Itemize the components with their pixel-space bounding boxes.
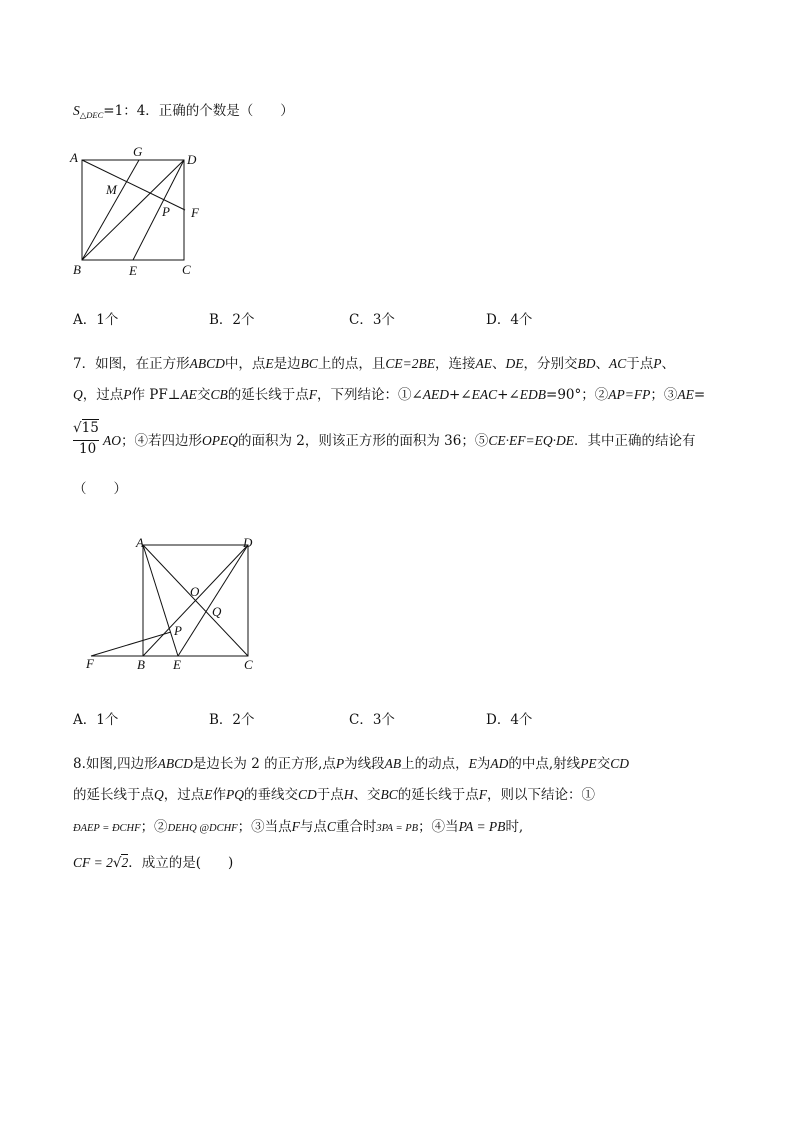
q8-var: AD bbox=[490, 756, 509, 771]
q8-var: P bbox=[335, 756, 345, 771]
q7-option-b[interactable]: B．2个 bbox=[209, 712, 255, 728]
q8-line-4 bbox=[73, 853, 233, 873]
q8-line-3 bbox=[73, 817, 523, 839]
q7-var: F bbox=[308, 387, 317, 402]
q6-lead-rest: =1：4．正确的个数是（ ） bbox=[103, 103, 294, 119]
q8-text: ；④当 bbox=[418, 819, 459, 835]
q8-text: 作 bbox=[212, 787, 226, 803]
q8-var: ABCD bbox=[157, 756, 193, 771]
q7-option-a[interactable]: A．1个 bbox=[73, 712, 119, 728]
q7-text: ，连接 bbox=[434, 356, 476, 372]
q6-label-M: M bbox=[106, 182, 117, 197]
q8-var: F bbox=[291, 819, 300, 834]
q6-option-c[interactable]: C．3个 bbox=[349, 312, 395, 328]
q8-var: BC bbox=[380, 787, 398, 802]
q8-text: 于点 bbox=[316, 787, 344, 803]
q6-option-d[interactable]: D．4个 bbox=[486, 312, 533, 328]
q7-var: AE bbox=[677, 387, 694, 402]
q7-var: BC bbox=[300, 356, 318, 371]
q7-var: EDB bbox=[519, 387, 547, 402]
q8-var: PE bbox=[580, 756, 597, 771]
q6-options bbox=[73, 308, 673, 328]
q7-text: 的延长线于点 bbox=[227, 387, 309, 403]
q7-label-Q: Q bbox=[212, 604, 222, 619]
area-symbol: S bbox=[73, 103, 80, 118]
q8-var: E bbox=[468, 756, 477, 771]
q7-var: EAC bbox=[471, 387, 498, 402]
q7-label-P: P bbox=[174, 623, 182, 638]
q7-text: 中，点 bbox=[224, 356, 266, 372]
q8-text: 是边长为 2 的正方形,点 bbox=[192, 756, 336, 772]
q8-var: CD bbox=[610, 756, 629, 771]
q8-text: 的延长线于点 bbox=[73, 787, 154, 803]
q7-var: AP=FP bbox=[608, 387, 651, 402]
sqrt-radicand: 2 bbox=[121, 855, 129, 870]
q7-text: 是边 bbox=[273, 356, 301, 372]
q7-text: 、 bbox=[661, 356, 675, 372]
q7-text: 作 PF⊥ bbox=[131, 387, 181, 403]
q7-var: BD bbox=[577, 356, 596, 371]
q7-var: AED bbox=[422, 387, 450, 402]
q8-var: AB bbox=[384, 756, 402, 771]
q7-var: E bbox=[265, 356, 274, 371]
q7-var: ABCD bbox=[189, 356, 225, 371]
q7-text: +∠ bbox=[449, 387, 472, 403]
q7-text: ．其中正确的结论有 bbox=[573, 433, 696, 449]
q6-label-E: E bbox=[129, 263, 137, 278]
q7-text: ；④若四边形 bbox=[121, 433, 202, 449]
q6-label-C: C bbox=[182, 262, 191, 277]
q7-var: CB bbox=[210, 387, 228, 402]
q7-line-3 bbox=[103, 431, 695, 451]
q7-text: 、 bbox=[491, 356, 506, 372]
q7-text: ；③ bbox=[650, 387, 678, 403]
q7-text: ，过点 bbox=[82, 387, 124, 403]
q8-text: ；② bbox=[140, 819, 168, 835]
q7-label-A: A bbox=[136, 535, 144, 550]
q7-text: 的面积为 2，则该正方形的面积为 36；⑤ bbox=[238, 433, 489, 449]
q7-text: 交 bbox=[196, 387, 211, 403]
q8-formula: CF = 2 bbox=[73, 855, 113, 870]
q8-var: F bbox=[478, 787, 488, 802]
q7-var: P bbox=[653, 356, 662, 371]
q7-options bbox=[73, 708, 673, 728]
q7-text: ，下列结论：①∠ bbox=[316, 387, 423, 403]
q8-text: 重合时 bbox=[335, 819, 377, 835]
q7-figure-lines bbox=[91, 545, 248, 656]
q8-text: 与点 bbox=[299, 819, 327, 835]
q7-option-c[interactable]: C．3个 bbox=[349, 712, 395, 728]
q7-text: 上的点，且 bbox=[317, 356, 386, 372]
sqrt-icon: √ bbox=[112, 855, 122, 871]
q7-var: CE=2BE bbox=[385, 356, 435, 371]
q8-text: 的垂线交 bbox=[244, 787, 298, 803]
q6-label-P: P bbox=[162, 204, 170, 219]
q8-text: 的中点,射线 bbox=[508, 756, 581, 772]
q7-var: AC bbox=[608, 356, 627, 371]
q8-text: 时, bbox=[505, 819, 524, 835]
sqrt-icon: √ bbox=[73, 420, 82, 436]
q6-label-D: D bbox=[187, 152, 197, 167]
q7-var: OPEQ bbox=[202, 433, 238, 448]
q6-label-A: A bbox=[70, 150, 78, 165]
q7-option-d[interactable]: D．4个 bbox=[486, 712, 533, 728]
q8-formula: DEHQ @DCHF bbox=[167, 823, 238, 834]
q7-label-O: O bbox=[190, 584, 200, 599]
q7-text: 、 bbox=[595, 356, 609, 372]
q8-var: E bbox=[204, 787, 213, 802]
q8-line-1 bbox=[73, 754, 629, 774]
area-subscript: △DEC bbox=[79, 110, 104, 120]
q7-text: 7．如图，在正方形 bbox=[73, 356, 190, 372]
q8-text: 的延长线于点 bbox=[397, 787, 479, 803]
q7-line-2 bbox=[73, 385, 705, 405]
q7-label-E: E bbox=[173, 657, 181, 672]
q8-formula: 3PA = PB bbox=[376, 823, 419, 834]
q8-var: CD bbox=[298, 787, 317, 802]
q6-label-G: G bbox=[133, 144, 143, 159]
q7-text: =90°；② bbox=[546, 387, 609, 403]
q7-label-B: B bbox=[137, 657, 145, 672]
q7-var: AE bbox=[180, 387, 197, 402]
q7-text: +∠ bbox=[497, 387, 520, 403]
q8-text: 、交 bbox=[353, 787, 381, 803]
q8-text: ．成立的是( ) bbox=[128, 855, 234, 871]
fraction-numerator bbox=[73, 420, 99, 436]
q7-text: = bbox=[693, 387, 706, 403]
q7-line-1 bbox=[73, 354, 675, 374]
q7-var: CE·EF=EQ·DE bbox=[488, 433, 574, 448]
q8-var: H bbox=[343, 787, 354, 802]
q8-text: 8.如图,四边形 bbox=[73, 756, 158, 772]
q7-text: ，分别交 bbox=[523, 356, 578, 372]
q8-text: 为 bbox=[476, 756, 491, 772]
q8-var: C bbox=[326, 819, 336, 834]
q8-text: 上的动点， bbox=[401, 756, 469, 772]
q7-var: AE bbox=[475, 356, 492, 371]
q8-line-2 bbox=[73, 785, 595, 805]
q8-text: 交 bbox=[596, 756, 611, 772]
q8-text: ，则以下结论：① bbox=[487, 787, 596, 803]
q8-formula: PA = PB bbox=[458, 819, 506, 834]
q7-var: AO bbox=[103, 433, 121, 448]
q6-option-a[interactable]: A．1个 bbox=[73, 312, 119, 328]
sqrt-radicand: 15 bbox=[81, 420, 99, 436]
q8-text: ；③当点 bbox=[237, 819, 292, 835]
q7-var: Q bbox=[73, 387, 83, 402]
q6-label-F: F bbox=[191, 205, 199, 220]
q8-text: 为线段 bbox=[344, 756, 385, 772]
q6-figure bbox=[65, 140, 215, 285]
q8-formula: ÐAEP = ÐCHF bbox=[73, 823, 141, 834]
q8-var: PQ bbox=[226, 787, 244, 802]
q6-lead-line bbox=[73, 101, 294, 125]
q8-text: ，过点 bbox=[163, 787, 205, 803]
q7-var: DE bbox=[505, 356, 524, 371]
q7-text: 于点 bbox=[626, 356, 654, 372]
q7-var: P bbox=[123, 387, 132, 402]
q7-answer-bracket: （ ） bbox=[73, 481, 127, 497]
q7-label-F: F bbox=[86, 656, 94, 671]
q7-label-D: D bbox=[243, 535, 253, 550]
q6-option-b[interactable]: B．2个 bbox=[209, 312, 255, 328]
q7-figure bbox=[78, 530, 268, 675]
q7-label-C: C bbox=[244, 657, 253, 672]
q6-label-B: B bbox=[73, 262, 81, 277]
fraction-denominator: 10 bbox=[79, 441, 97, 457]
q8-var: Q bbox=[154, 787, 164, 802]
